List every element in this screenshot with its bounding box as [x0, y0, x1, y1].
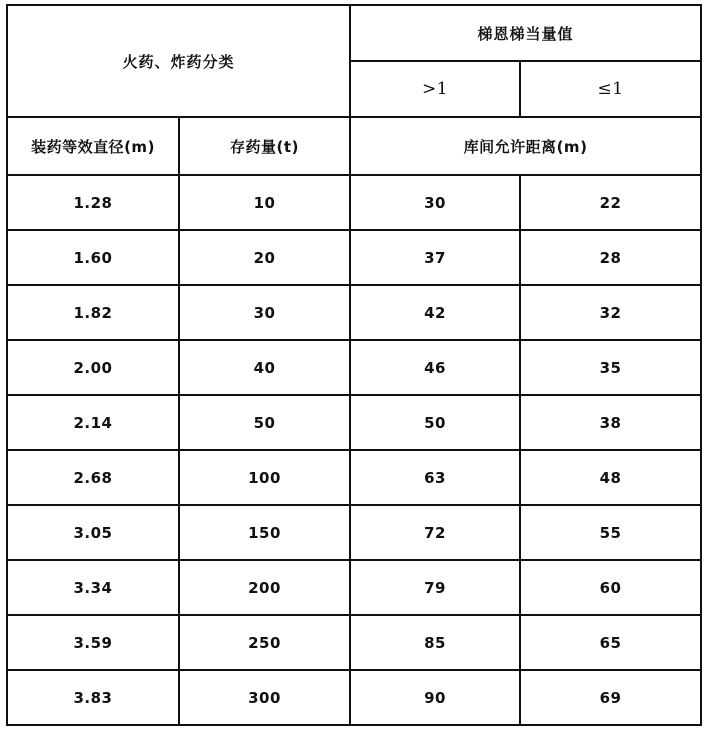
diameter-cell: 2.14 — [7, 395, 179, 450]
table-row — [7, 230, 701, 285]
distance-le1-cell: 22 — [520, 175, 701, 230]
distance-le1-cell: 55 — [520, 505, 701, 560]
diameter-cell: 1.28 — [7, 175, 179, 230]
distance-gt1-cell: 90 — [350, 670, 520, 725]
distance-table-container — [6, 4, 702, 726]
distance-gt1-cell: 37 — [350, 230, 520, 285]
table-row — [7, 670, 701, 725]
table-row — [7, 175, 701, 230]
storage-cell: 10 — [179, 175, 350, 230]
distance-gt1-cell: 79 — [350, 560, 520, 615]
table-row — [7, 340, 701, 395]
distance-le1-cell: 35 — [520, 340, 701, 395]
diameter-cell: 1.60 — [7, 230, 179, 285]
storage-cell: 200 — [179, 560, 350, 615]
diameter-cell: 3.05 — [7, 505, 179, 560]
diameter-cell: 2.68 — [7, 450, 179, 505]
table-row — [7, 285, 701, 340]
distance-le1-cell: 65 — [520, 615, 701, 670]
distance-le1-cell: 32 — [520, 285, 701, 340]
storage-cell: 20 — [179, 230, 350, 285]
distance-gt1-cell: 72 — [350, 505, 520, 560]
category-header: 火药、炸药分类 — [7, 5, 350, 117]
distance-gt1-cell: 46 — [350, 340, 520, 395]
header-row-3 — [7, 117, 701, 175]
distance-table — [6, 4, 702, 726]
diameter-header: 装药等效直径(m) — [7, 117, 179, 175]
distance-le1-cell: 69 — [520, 670, 701, 725]
storage-cell: 30 — [179, 285, 350, 340]
table-row — [7, 560, 701, 615]
distance-gt1-cell: 85 — [350, 615, 520, 670]
table-row — [7, 505, 701, 560]
storage-cell: 100 — [179, 450, 350, 505]
header-row-1 — [7, 5, 701, 61]
table-row — [7, 615, 701, 670]
diameter-cell: 3.34 — [7, 560, 179, 615]
diameter-cell: 1.82 — [7, 285, 179, 340]
distance-gt1-cell: 42 — [350, 285, 520, 340]
table-row — [7, 450, 701, 505]
gt1-header: >1 — [350, 61, 520, 117]
storage-header: 存药量(t) — [179, 117, 350, 175]
storage-cell: 300 — [179, 670, 350, 725]
distance-gt1-cell: 30 — [350, 175, 520, 230]
diameter-cell: 3.83 — [7, 670, 179, 725]
storage-cell: 250 — [179, 615, 350, 670]
diameter-cell: 3.59 — [7, 615, 179, 670]
storage-cell: 50 — [179, 395, 350, 450]
diameter-cell: 2.00 — [7, 340, 179, 395]
distance-header: 库间允许距离(m) — [350, 117, 701, 175]
distance-gt1-cell: 50 — [350, 395, 520, 450]
distance-gt1-cell: 63 — [350, 450, 520, 505]
distance-le1-cell: 48 — [520, 450, 701, 505]
distance-le1-cell: 38 — [520, 395, 701, 450]
storage-cell: 40 — [179, 340, 350, 395]
tnt-equivalent-header: 梯恩梯当量值 — [350, 5, 701, 61]
storage-cell: 150 — [179, 505, 350, 560]
distance-le1-cell: 28 — [520, 230, 701, 285]
table-row — [7, 395, 701, 450]
distance-le1-cell: 60 — [520, 560, 701, 615]
le1-header: ≤1 — [520, 61, 701, 117]
